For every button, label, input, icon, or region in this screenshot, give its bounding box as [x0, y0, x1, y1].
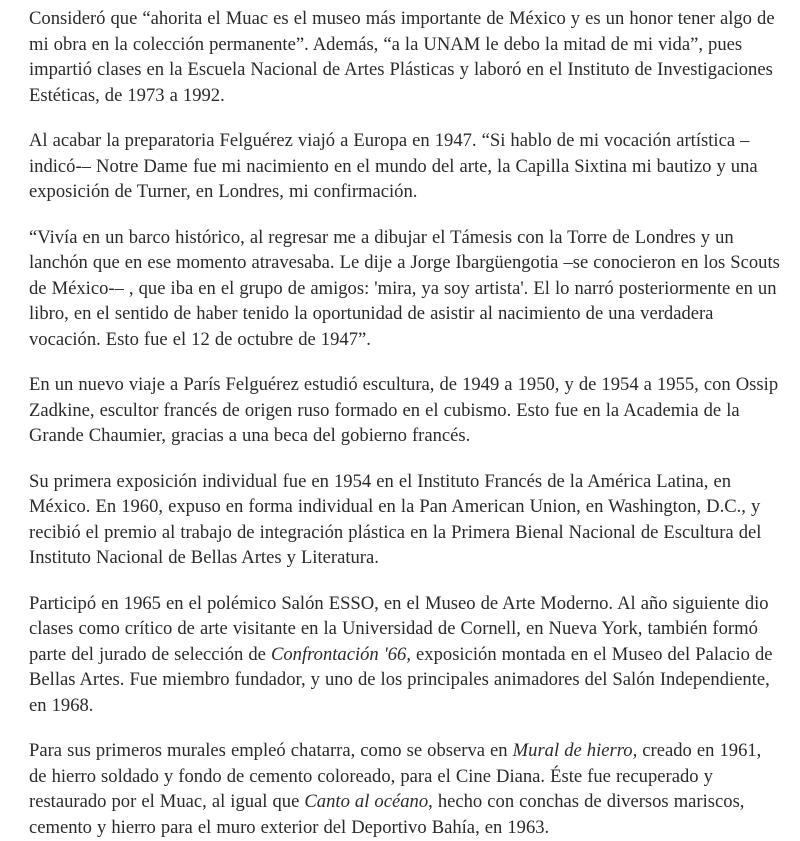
italic-title-mural-de-hierro: Mural de hierro,	[512, 740, 638, 761]
paragraph-text: creado en 1961, de hierro soldado y fondo de cemento coloreado, para el Cine Diana. Éste fue recuperado y restaurado por el Muac, al igual que	[29, 740, 762, 812]
paragraph-text: En un nuevo viaje a París Felguérez estudió escultura, de 1949 a 1950, y de 1954 a 1955, con Ossip Zadkine, escultor francés de origen ruso formado en el cubismo. Esto fue en la Academia de la Grande Chaumier, gracias a una beca del gobierno francés.	[29, 374, 779, 446]
paragraph-4	[29, 372, 782, 449]
paragraph-text: , exposición montada en el Museo del Palacio de Bellas Artes. Fue miembro fundador, y uno de los principales animadores del Salón Independiente, en 1968.	[29, 643, 773, 716]
paragraph-text: , hecho con conchas de diversos mariscos, cemento y hierro para el muro exterior del Deportivo Bahía, en 1963.	[29, 791, 745, 838]
paragraph-2	[29, 128, 782, 205]
paragraph-text: Para sus primeros murales empleó chatarra, como se observa en	[29, 740, 513, 761]
paragraph-5	[29, 469, 782, 571]
paragraph-7	[29, 738, 782, 840]
paragraph-1	[29, 6, 782, 108]
paragraph-text: Consideró que “ahorita el Muac es el museo más importante de México y es un honor tener algo de mi obra en la colección permanente”. Además, “a la UNAM le debo la mitad de mi vida”, pues impartió clases en la Escuela Nacional de Artes Plásticas y laboró en el Instituto de Investigaciones Estéticas, de 1973 a 1992.	[29, 8, 775, 106]
paragraph-text: Su primera exposición individual fue en 1954 en el Instituto Francés de la América Latina, en México. En 1960, expuso en forma individual en la Pan American Union, en Washington, D.C., y recibió el premio al trabajo de integración plástica en la Primera Bienal Nacional de Escultura del Instituto Nacional de Bellas Artes y Literatura.	[29, 470, 762, 568]
paragraph-text: Participó en 1965 en el polémico Salón ESSO, en el Museo de Arte Moderno. Al año siguiente dio clases como crítico de arte visitante en la Universidad de Cornell, en Nueva York, también formó parte del jurado de selección de	[29, 592, 769, 665]
paragraph-text: Al acabar la preparatoria Felguérez viajó a Europa en 1947. “Si hablo de mi vocación artística –indicó-– Notre Dame fue mi nacimiento en el mundo del arte, la Capilla Sixtina mi bautizo y una exposición de Turner, en Londres, mi confirmación.	[29, 130, 758, 202]
italic-title-confrontacion: Confrontación '66	[270, 643, 407, 665]
paragraph-text: “Vivía en un barco histórico, al regresar me a dibujar el Támesis con la Torre de Londres y un lanchón que en ese momento atravesaba. Le dije a Jorge Ibargüengotia –se conocieron en los Scouts de México-– , que iba en el grupo de amigos: 'mira, ya soy artista'. El lo narró posteriormente en un libro, en el sentido de haber tenido la oportunidad de asistir al nacimiento de una verdadera vocación. Esto fue el 12 de octubre de 1947”.	[29, 226, 780, 350]
paragraph-6	[29, 591, 782, 719]
italic-title-canto-al-oceano: Canto al océano	[304, 791, 429, 812]
paragraph-3	[29, 225, 782, 353]
